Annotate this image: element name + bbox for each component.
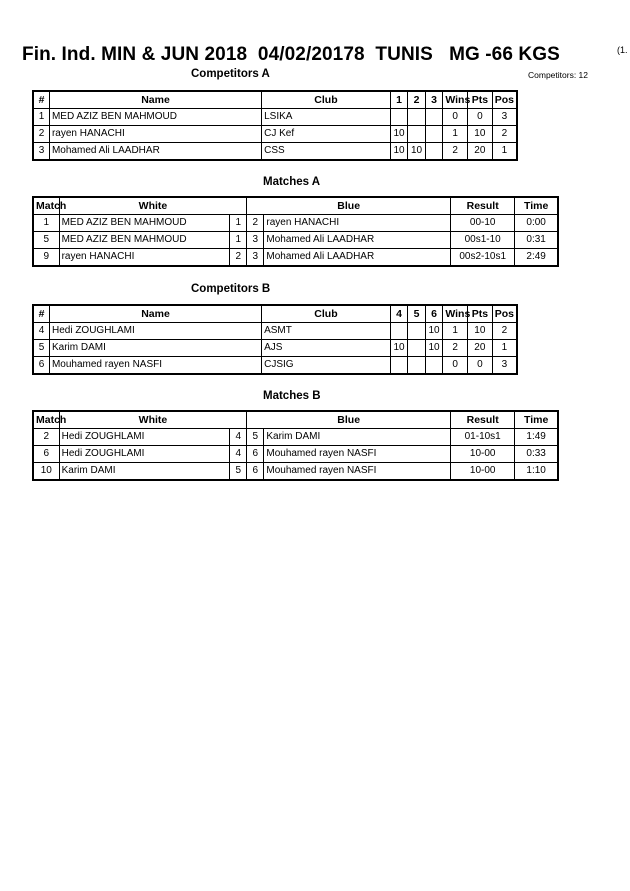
blue-competitor-num: 3 (247, 232, 264, 249)
pos-cell: 2 (492, 323, 517, 340)
col-header-pos: Pos (492, 91, 517, 109)
score-cell (425, 357, 443, 375)
score-cell (390, 109, 408, 126)
col-header-score-5: 5 (408, 305, 426, 323)
table-header-row (33, 411, 558, 429)
col-header-match: Match (33, 197, 59, 215)
competitor-name: Mouhamed rayen NASFI (49, 357, 261, 375)
pts-cell: 0 (468, 109, 493, 126)
matches-a-table (32, 196, 559, 267)
match-result: 01-10s1 (451, 429, 515, 446)
score-cell: 10 (390, 340, 408, 357)
col-header-time: Time (515, 197, 558, 215)
blue-competitor-num: 6 (247, 446, 264, 463)
white-competitor-num: 5 (230, 463, 247, 481)
blue-competitor-num: 6 (247, 463, 264, 481)
white-competitor-num: 1 (230, 215, 247, 232)
pos-cell: 2 (492, 126, 517, 143)
col-header-result: Result (451, 197, 515, 215)
col-header-num: # (33, 305, 49, 323)
blue-competitor-num: 5 (247, 429, 264, 446)
pts-cell: 10 (468, 126, 493, 143)
table-row (33, 249, 558, 267)
match-result: 00s2-10s1 (451, 249, 515, 267)
blue-competitor-num: 2 (247, 215, 264, 232)
competitor-num: 2 (33, 126, 49, 143)
col-header-wins: Wins (443, 91, 468, 109)
pos-cell: 1 (492, 340, 517, 357)
pts-cell: 10 (468, 323, 493, 340)
competitor-name: Mohamed Ali LAADHAR (49, 143, 261, 161)
score-cell: 10 (408, 143, 426, 161)
col-header-result: Result (451, 411, 515, 429)
match-num: 5 (33, 232, 59, 249)
wins-cell: 0 (443, 109, 468, 126)
col-header-blue: Blue (247, 411, 451, 429)
col-header-score-6: 6 (425, 305, 443, 323)
white-competitor-num: 4 (230, 429, 247, 446)
competitor-club: CJ Kef (262, 126, 391, 143)
match-time: 1:10 (515, 463, 558, 481)
table-row (33, 109, 517, 126)
white-name: rayen HANACHI (59, 249, 230, 267)
blue-name: Mohamed Ali LAADHAR (264, 232, 451, 249)
match-time: 0:00 (515, 215, 558, 232)
matches-a-title: Matches A (263, 176, 321, 188)
col-header-pos: Pos (492, 305, 517, 323)
table-row (33, 215, 558, 232)
match-result: 10-00 (451, 463, 515, 481)
table-row (33, 340, 517, 357)
white-name: Hedi ZOUGHLAMI (59, 429, 230, 446)
matches-b-title: Matches B (263, 390, 321, 402)
competitor-name: Hedi ZOUGHLAMI (49, 323, 261, 340)
table-row (33, 323, 517, 340)
score-cell (408, 357, 426, 375)
blue-name: Mohamed Ali LAADHAR (264, 249, 451, 267)
pos-cell: 3 (492, 357, 517, 375)
white-name: MED AZIZ BEN MAHMOUD (59, 215, 230, 232)
blue-competitor-num: 3 (247, 249, 264, 267)
competitor-num: 6 (33, 357, 49, 375)
blue-name: rayen HANACHI (264, 215, 451, 232)
col-header-club: Club (262, 91, 391, 109)
table-row (33, 126, 517, 143)
table-header-row (33, 91, 517, 109)
score-cell: 10 (390, 143, 408, 161)
wins-cell: 0 (443, 357, 468, 375)
white-name: Hedi ZOUGHLAMI (59, 446, 230, 463)
match-num: 9 (33, 249, 59, 267)
table-row (33, 232, 558, 249)
col-header-blue: Blue (247, 197, 451, 215)
competitors-count: Competitors: 12 (528, 70, 588, 80)
col-header-white: White (59, 411, 247, 429)
table-row (33, 357, 517, 375)
wins-cell: 2 (443, 143, 468, 161)
score-cell (390, 357, 408, 375)
col-header-num: # (33, 91, 49, 109)
score-cell (390, 323, 408, 340)
competitor-num: 5 (33, 340, 49, 357)
match-time: 0:31 (515, 232, 558, 249)
competitor-club: CSS (262, 143, 391, 161)
score-cell (408, 340, 426, 357)
col-header-match: Match (33, 411, 59, 429)
match-num: 2 (33, 429, 59, 446)
col-header-time: Time (515, 411, 558, 429)
col-header-club: Club (262, 305, 391, 323)
white-competitor-num: 1 (230, 232, 247, 249)
competitors-b-table (32, 304, 518, 375)
table-row (33, 463, 558, 481)
col-header-score-2: 2 (408, 91, 426, 109)
col-header-name: Name (49, 91, 261, 109)
competitor-name: MED AZIZ BEN MAHMOUD (49, 109, 261, 126)
wins-cell: 2 (443, 340, 468, 357)
col-header-score-3: 3 (425, 91, 443, 109)
match-time: 1:49 (515, 429, 558, 446)
table-row (33, 446, 558, 463)
score-cell: 10 (390, 126, 408, 143)
page-title: Fin. Ind. MIN & JUN 2018 04/02/20178 TUNIS MG -66 KGS (22, 44, 560, 65)
table-row (33, 143, 517, 161)
col-header-white: White (59, 197, 247, 215)
competitors-a-title: Competitors A (191, 68, 270, 80)
match-result: 00-10 (451, 215, 515, 232)
competitors-a-table (32, 90, 518, 161)
white-name: MED AZIZ BEN MAHMOUD (59, 232, 230, 249)
competitor-num: 3 (33, 143, 49, 161)
match-num: 10 (33, 463, 59, 481)
table-header-row (33, 197, 558, 215)
match-num: 1 (33, 215, 59, 232)
blue-name: Mouhamed rayen NASFI (264, 446, 451, 463)
white-competitor-num: 4 (230, 446, 247, 463)
pos-cell: 1 (492, 143, 517, 161)
competitor-club: AJS (262, 340, 391, 357)
wins-cell: 1 (443, 323, 468, 340)
table-header-row (33, 305, 517, 323)
white-competitor-num: 2 (230, 249, 247, 267)
pts-cell: 0 (468, 357, 493, 375)
blue-name: Karim DAMI (264, 429, 451, 446)
wins-cell: 1 (443, 126, 468, 143)
pts-cell: 20 (468, 340, 493, 357)
competitor-num: 4 (33, 323, 49, 340)
competitor-club: ASMT (262, 323, 391, 340)
white-name: Karim DAMI (59, 463, 230, 481)
pts-cell: 20 (468, 143, 493, 161)
competitor-name: Karim DAMI (49, 340, 261, 357)
blue-name: Mouhamed rayen NASFI (264, 463, 451, 481)
score-cell (425, 126, 443, 143)
col-header-score-4: 4 (390, 305, 408, 323)
matches-b-table (32, 410, 559, 481)
score-cell: 10 (425, 340, 443, 357)
competitor-num: 1 (33, 109, 49, 126)
col-header-pts: Pts (468, 305, 493, 323)
match-result: 00s1-10 (451, 232, 515, 249)
score-cell: 10 (425, 323, 443, 340)
competitor-club: LSIKA (262, 109, 391, 126)
col-header-score-1: 1 (390, 91, 408, 109)
match-time: 2:49 (515, 249, 558, 267)
competitors-b-title: Competitors B (191, 283, 271, 295)
match-time: 0:33 (515, 446, 558, 463)
score-cell (408, 126, 426, 143)
page-title-suffix: (1. (617, 45, 628, 55)
col-header-pts: Pts (468, 91, 493, 109)
match-result: 10-00 (451, 446, 515, 463)
table-row (33, 429, 558, 446)
pos-cell: 3 (492, 109, 517, 126)
score-cell (408, 109, 426, 126)
col-header-name: Name (49, 305, 261, 323)
score-cell (408, 323, 426, 340)
competitor-club: CJSIG (262, 357, 391, 375)
competitor-name: rayen HANACHI (49, 126, 261, 143)
score-cell (425, 109, 443, 126)
match-num: 6 (33, 446, 59, 463)
col-header-wins: Wins (443, 305, 468, 323)
score-cell (425, 143, 443, 161)
